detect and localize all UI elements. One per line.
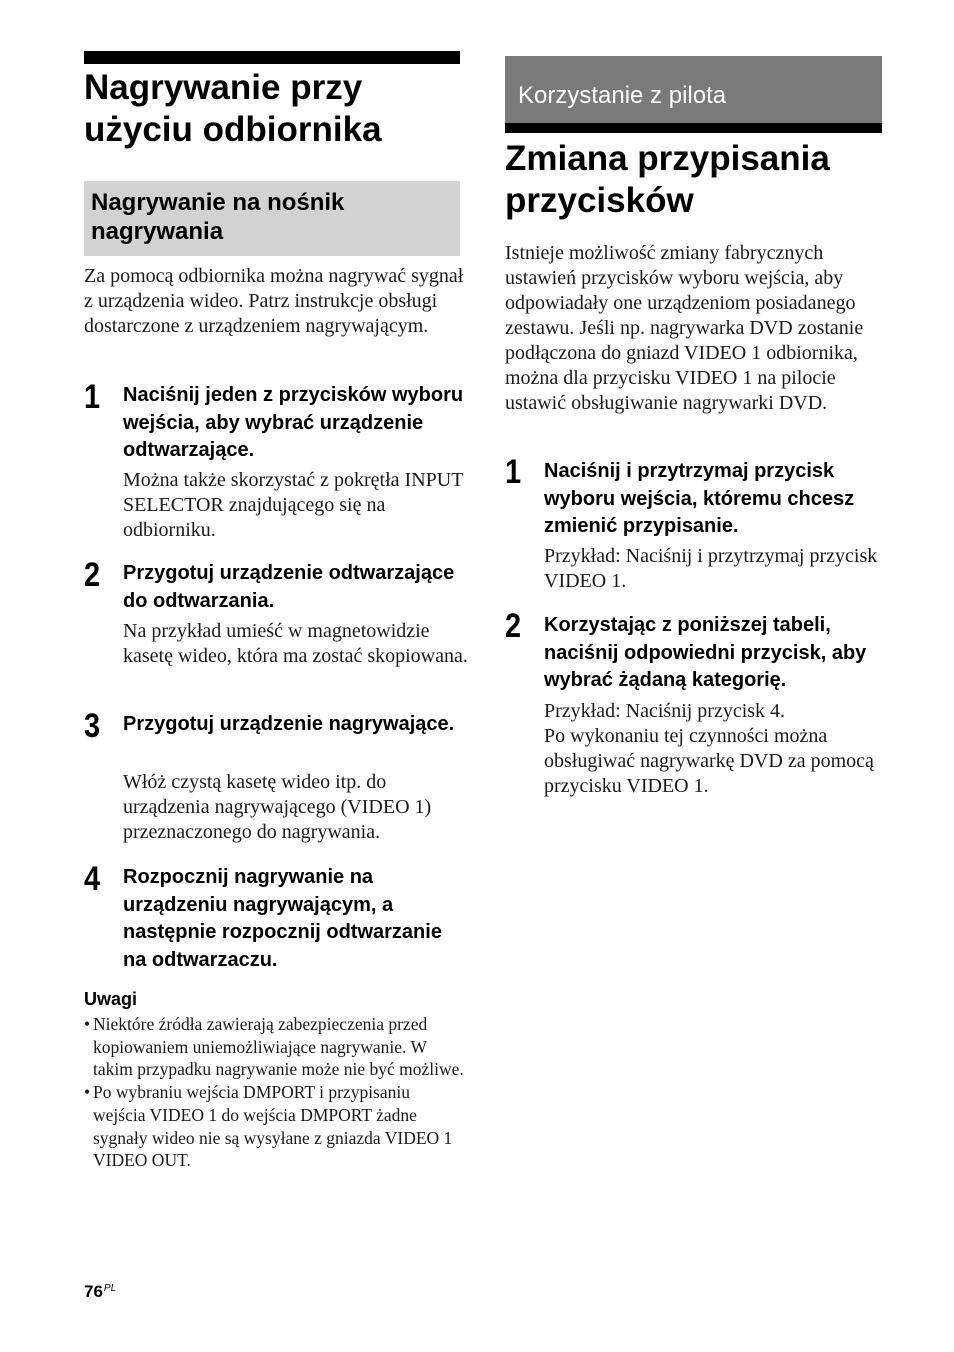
section-title: Zmiana przypisania przycisków (505, 139, 830, 220)
step-title: Przygotuj urządzenie nagrywające. (123, 713, 455, 735)
step-title: Korzystając z poniższej tabeli, naciśnij odpowiedni przycisk, aby wybrać żądaną kategorię. (544, 614, 867, 691)
step-number: 1 (84, 378, 101, 416)
step-description: Przykład: Naciśnij przycisk 4. (544, 700, 786, 722)
category-rule (505, 123, 882, 133)
section-heading: Nagrywanie na nośnik nagrywania (84, 181, 460, 256)
step-number: 1 (505, 453, 522, 491)
step-number: 4 (84, 860, 101, 898)
step-description: Na przykład umieść w magnetowidzie kasetę wideo, która ma zostać skopiowana. (123, 620, 468, 667)
note-item: • Niektóre źródła zawierają zabezpieczenia przed kopiowaniem uniemożliwiające nagrywanie. W takim przypadku nagrywanie może nie być możliwe. (84, 1014, 464, 1080)
notes-heading: Uwagi (84, 989, 138, 1009)
title-rule (84, 51, 460, 64)
note-item: • Po wybraniu wejścia DMPORT i przypisaniu wejścia VIDEO 1 do wejścia DMPORT żadne sygnały wideo nie są wysyłane z gniazda VIDEO 1 VIDEO OUT. (84, 1082, 453, 1171)
step-title: Naciśnij i przytrzymaj przycisk wyboru wejścia, któremu chcesz zmienić przypisanie. (544, 460, 855, 537)
language-code: PL (103, 1283, 117, 1294)
intro-text: Istnieje możliwość zmiany fabrycznych ustawień przycisków wyboru wejścia, aby odpowiadały one urządzeniom posiadanego zestawu. Jeśli np. nagrywarka DVD zostanie podłączona do gniazd VIDEO 1 odbiornika, można dla przycisku VIDEO 1 na pilocie ustawić obsługiwanie nagrywarki DVD. (505, 242, 864, 414)
step-number: 2 (505, 607, 522, 645)
notes-list (84, 1013, 464, 1172)
page-number: $76^{PL}$ (84, 1282, 117, 1301)
intro-text: Za pomocą odbiornika można nagrywać sygnał z urządzenia wideo. Patrz instrukcje obsługi dostarczone z urządzeniem nagrywającym. (84, 265, 464, 337)
step-description: Przykład: Naciśnij i przytrzymaj przycisk VIDEO 1. (544, 545, 878, 592)
page-title: Nagrywanie przy użyciu odbiornika (84, 68, 382, 149)
step-title: Naciśnij jeden z przycisków wyboru wejścia, aby wybrać urządzenie odtwarzające. (123, 384, 464, 461)
step-description: Można także skorzystać z pokrętła INPUT SELECTOR znajdującego się na odbiorniku. (123, 469, 464, 541)
step-title: Przygotuj urządzenie odtwarzające do odtwarzania. (123, 562, 455, 612)
step-description: Włóż czystą kasetę wideo itp. do urządzenia nagrywającego (VIDEO 1) przeznaczonego do nagrywania. (123, 771, 432, 843)
step-number: 3 (84, 707, 101, 745)
step-description-extra: Po wykonaniu tej czynności można obsługiwać nagrywarkę DVD za pomocą przycisku VIDEO 1. (544, 725, 874, 797)
step-title: Rozpocznij nagrywanie na urządzeniu nagrywającym, a następnie rozpocznij odtwarzanie na odtwarzaczu. (123, 866, 442, 971)
category-banner: Korzystanie z pilota (505, 56, 882, 123)
step-number: 2 (84, 556, 101, 594)
